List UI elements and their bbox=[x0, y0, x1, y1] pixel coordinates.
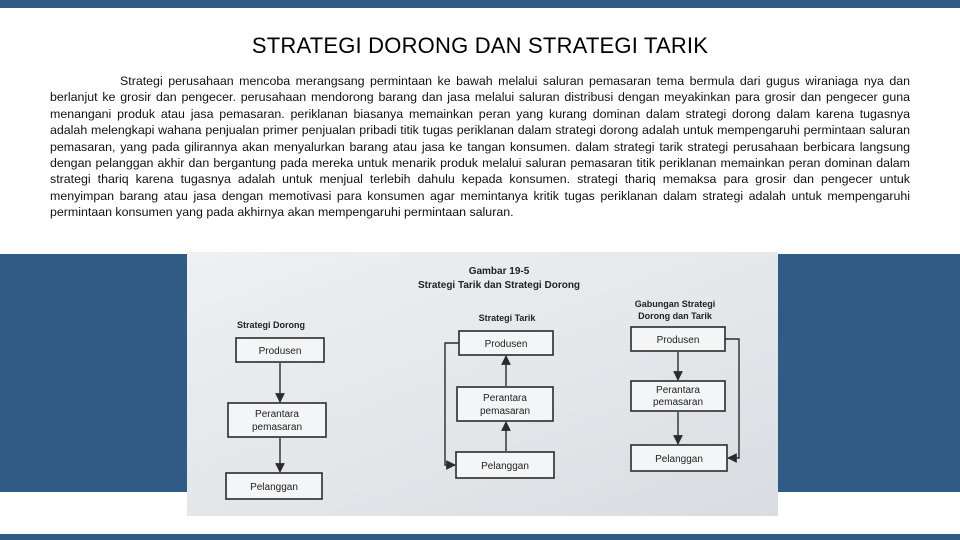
column-title-pull: Strategi Tarik bbox=[478, 313, 536, 323]
top-accent-bar bbox=[0, 0, 960, 8]
pull-perantara-label-2: pemasaran bbox=[479, 406, 531, 417]
bottom-accent-bar bbox=[0, 534, 960, 540]
push-perantara-label-1: Perantara bbox=[255, 409, 299, 420]
pull-produsen-label: Produsen bbox=[484, 339, 528, 350]
slide-title: STRATEGI DORONG DAN STRATEGI TARIK bbox=[251, 33, 709, 58]
combined-produsen-label: Produsen bbox=[656, 335, 700, 346]
combined-pelanggan-label: Pelanggan bbox=[655, 454, 703, 465]
push-perantara-label-2: pemasaran bbox=[251, 422, 303, 433]
combined-perantara-label-2: pemasaran bbox=[652, 397, 704, 408]
column-title-push: Strategi Dorong bbox=[236, 320, 306, 330]
pull-pelanggan-label: Pelanggan bbox=[481, 461, 529, 472]
push-produsen-label: Produsen bbox=[258, 346, 302, 357]
column-title-combined-1: Gabungan Strategi bbox=[634, 299, 716, 309]
combined-loop-arrow bbox=[725, 339, 739, 458]
figure-photo bbox=[187, 252, 778, 516]
push-pelanggan-label: Pelanggan bbox=[250, 482, 298, 493]
combined-perantara-label-1: Perantara bbox=[656, 385, 700, 396]
figure-number: Gambar 19-5 bbox=[468, 266, 530, 277]
figure-caption: Strategi Tarik dan Strategi Dorong bbox=[417, 280, 581, 291]
slide-body-text: Strategi perusahaan mencoba merangsang permintaan ke bawah melalui saluran pemasaran tema bermula dari gugus wiraniaga nya dan berlanjut ke grosir dan pengecer. perusahaan mendorong barang dan jasa melalui saluran distribusi dengan meyakinkan para grosir dan pengecer guna menangani produk atau jasa pemasaran. periklanan biasanya memainkan peran yang kurang dominan dalam strategi dorong dalam karena tugasnya adalah melengkapi wahana penjualan primer penjualan pribadi titik tugas periklanan dalam strategi dorong adalah untuk mempengaruhi permintaan saluran pemasaran, yang pada gilirannya akan menyalurkan barang atau jasa ke tangan konsumen. dalam strategi tarik strategi perusahaan berbicara langsung dengan pelanggan akhir dan bergantung pada mereka untuk menarik produk melalui saluran pemasaran titik periklanan memainkan peran dominan dalam strategi thariq karena tugasnya adalah untuk menjual terlebih dahulu kepada konsumen. strategi thariq memaksa para grosir dan pengecer untuk menyimpan barang atau jasa dengan memotivasi para konsumen agar memintanya kritik tugas periklanan dalam strategi adalah untuk mempengaruhi permintaan konsumen yang pada akhirnya akan mempengaruhi permintaan saluran. bbox=[50, 74, 910, 220]
push-pull-diagram bbox=[187, 252, 778, 516]
column-title-combined-2: Dorong dan Tarik bbox=[638, 311, 712, 321]
pull-perantara-label-1: Perantara bbox=[483, 393, 527, 404]
